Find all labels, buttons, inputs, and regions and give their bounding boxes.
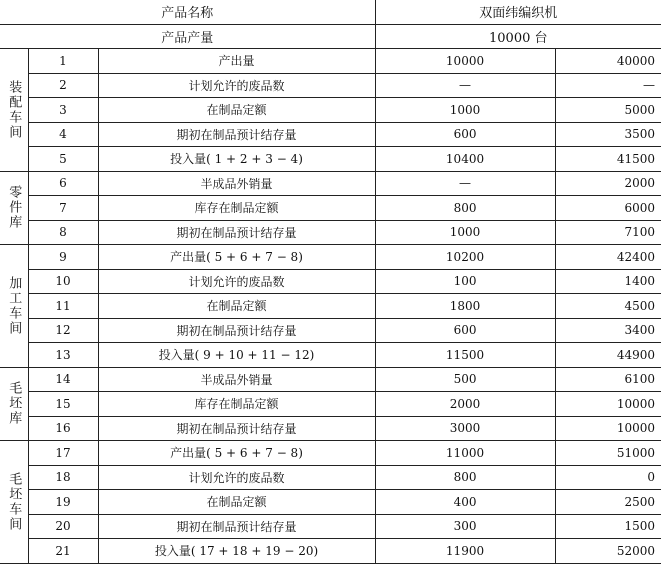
- table-row: [0, 171, 661, 196]
- value-col-2: 41500: [555, 147, 661, 172]
- item-name: 期初在制品预计结存量: [98, 514, 375, 539]
- output-value: 10000 台: [375, 24, 661, 49]
- value-col-1: 1000: [375, 220, 555, 245]
- value-col-2: 44900: [555, 343, 661, 368]
- value-col-1: 2000: [375, 392, 555, 417]
- row-number: 1: [28, 49, 98, 74]
- item-name: 期初在制品预计结存量: [98, 220, 375, 245]
- table-row: [0, 73, 661, 98]
- section-label: 毛坯库: [0, 367, 28, 441]
- item-name: 计划允许的废品数: [98, 73, 375, 98]
- section-label: 毛坯车间: [0, 441, 28, 564]
- row-number: 5: [28, 147, 98, 172]
- value-col-1: 800: [375, 465, 555, 490]
- value-col-2: 2000: [555, 171, 661, 196]
- value-col-2: —: [555, 73, 661, 98]
- value-col-1: 10200: [375, 245, 555, 270]
- item-name: 在制品定额: [98, 490, 375, 515]
- table-row: [0, 245, 661, 270]
- row-number: 19: [28, 490, 98, 515]
- value-col-1: 3000: [375, 416, 555, 441]
- table-row: [0, 269, 661, 294]
- value-col-2: 1500: [555, 514, 661, 539]
- row-number: 14: [28, 367, 98, 392]
- product-name-value: 双面纬编织机: [375, 0, 661, 24]
- item-name: 期初在制品预计结存量: [98, 122, 375, 147]
- item-name: 投入量( 17 + 18 + 19 − 20): [98, 539, 375, 564]
- row-number: 4: [28, 122, 98, 147]
- table-row: [0, 220, 661, 245]
- table-row: [0, 490, 661, 515]
- item-name: 计划允许的废品数: [98, 465, 375, 490]
- value-col-2: 5000: [555, 98, 661, 123]
- value-col-1: 100: [375, 269, 555, 294]
- value-col-2: 3500: [555, 122, 661, 147]
- table-row: [0, 98, 661, 123]
- table-row: [0, 441, 661, 466]
- table-row: [0, 392, 661, 417]
- row-number: 8: [28, 220, 98, 245]
- item-name: 产出量( 5 + 6 + 7 − 8): [98, 245, 375, 270]
- row-number: 17: [28, 441, 98, 466]
- value-col-2: 1400: [555, 269, 661, 294]
- value-col-2: 10000: [555, 416, 661, 441]
- value-col-1: 11500: [375, 343, 555, 368]
- value-col-1: —: [375, 171, 555, 196]
- section-label: 装配车间: [0, 49, 28, 172]
- value-col-2: 2500: [555, 490, 661, 515]
- item-name: 库存在制品定额: [98, 196, 375, 221]
- value-col-1: 11000: [375, 441, 555, 466]
- item-name: 在制品定额: [98, 294, 375, 319]
- value-col-2: 3400: [555, 318, 661, 343]
- product-name-label: 产品名称: [0, 0, 375, 24]
- item-name: 半成品外销量: [98, 171, 375, 196]
- value-col-1: 1800: [375, 294, 555, 319]
- table-row: [0, 514, 661, 539]
- table-row: [0, 49, 661, 74]
- output-label: 产品产量: [0, 24, 375, 49]
- table-row: [0, 539, 661, 564]
- value-col-2: 6000: [555, 196, 661, 221]
- row-number: 16: [28, 416, 98, 441]
- value-col-2: 10000: [555, 392, 661, 417]
- item-name: 期初在制品预计结存量: [98, 416, 375, 441]
- value-col-1: 600: [375, 122, 555, 147]
- section-label: 加工车间: [0, 245, 28, 368]
- value-col-2: 40000: [555, 49, 661, 74]
- row-number: 6: [28, 171, 98, 196]
- table-row: [0, 465, 661, 490]
- row-number: 12: [28, 318, 98, 343]
- row-number: 2: [28, 73, 98, 98]
- value-col-2: 52000: [555, 539, 661, 564]
- value-col-2: 7100: [555, 220, 661, 245]
- row-number: 10: [28, 269, 98, 294]
- value-col-1: 10400: [375, 147, 555, 172]
- item-name: 计划允许的废品数: [98, 269, 375, 294]
- item-name: 产出量( 5 + 6 + 7 − 8): [98, 441, 375, 466]
- value-col-2: 0: [555, 465, 661, 490]
- row-number: 11: [28, 294, 98, 319]
- table-row: [0, 294, 661, 319]
- value-col-1: 400: [375, 490, 555, 515]
- value-col-1: 11900: [375, 539, 555, 564]
- row-number: 15: [28, 392, 98, 417]
- value-col-2: 6100: [555, 367, 661, 392]
- section-label: 零件库: [0, 171, 28, 245]
- item-name: 产出量: [98, 49, 375, 74]
- value-col-1: 300: [375, 514, 555, 539]
- table-row: [0, 122, 661, 147]
- row-number: 20: [28, 514, 98, 539]
- table-row: [0, 367, 661, 392]
- value-col-1: 600: [375, 318, 555, 343]
- row-number: 13: [28, 343, 98, 368]
- value-col-2: 4500: [555, 294, 661, 319]
- value-col-1: —: [375, 73, 555, 98]
- value-col-2: 42400: [555, 245, 661, 270]
- value-col-2: 51000: [555, 441, 661, 466]
- value-col-1: 1000: [375, 98, 555, 123]
- table-row: [0, 147, 661, 172]
- item-name: 投入量( 1 + 2 + 3 − 4): [98, 147, 375, 172]
- table-row: [0, 196, 661, 221]
- table-row: [0, 416, 661, 441]
- value-col-1: 10000: [375, 49, 555, 74]
- item-name: 投入量( 9 + 10 + 11 − 12): [98, 343, 375, 368]
- header-row-product-name: [0, 0, 661, 24]
- item-name: 在制品定额: [98, 98, 375, 123]
- value-col-1: 500: [375, 367, 555, 392]
- value-col-1: 800: [375, 196, 555, 221]
- item-name: 半成品外销量: [98, 367, 375, 392]
- item-name: 库存在制品定额: [98, 392, 375, 417]
- row-number: 21: [28, 539, 98, 564]
- header-row-output: [0, 24, 661, 49]
- row-number: 18: [28, 465, 98, 490]
- item-name: 期初在制品预计结存量: [98, 318, 375, 343]
- row-number: 7: [28, 196, 98, 221]
- table-row: [0, 318, 661, 343]
- row-number: 9: [28, 245, 98, 270]
- row-number: 3: [28, 98, 98, 123]
- table-row: [0, 343, 661, 368]
